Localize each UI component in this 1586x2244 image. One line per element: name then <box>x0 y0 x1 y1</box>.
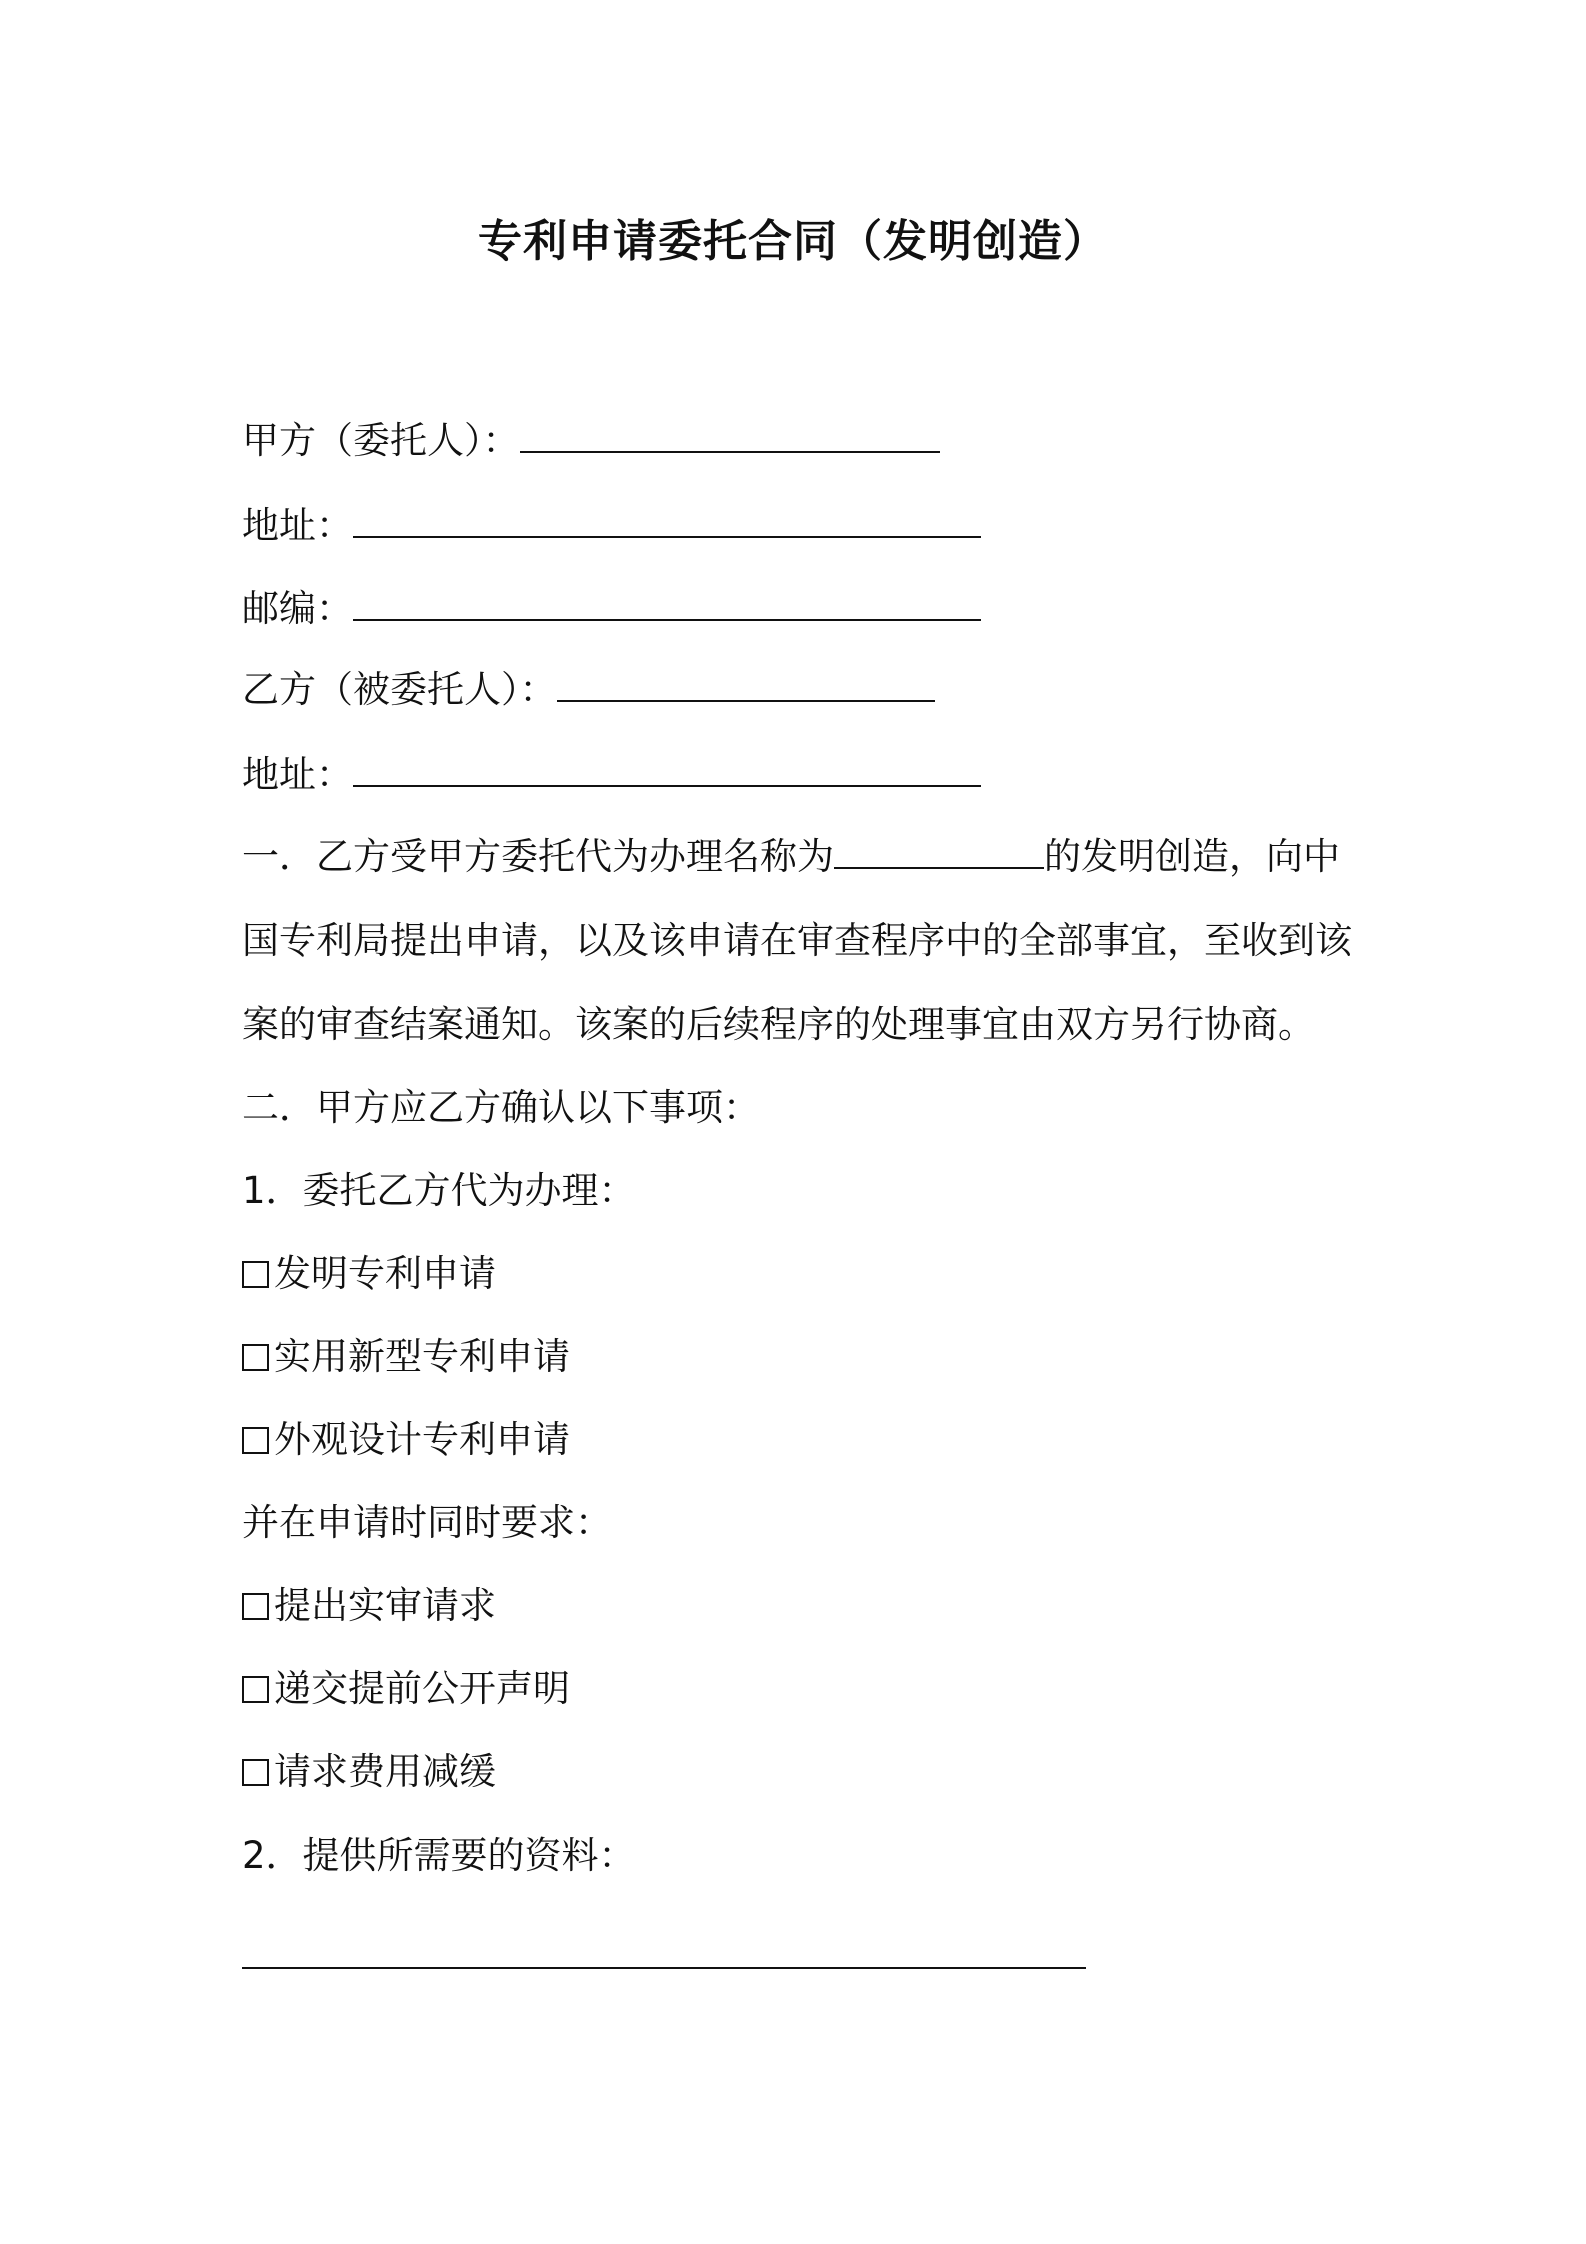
invention-name-blank[interactable] <box>834 831 1044 869</box>
clause-one <box>242 815 1362 1067</box>
request-option-early-publication <box>242 1664 570 1714</box>
request-option-label: 递交提前公开声明 <box>274 1667 570 1710</box>
clause-one-line-2: 国专利局提出申请，以及该申请在审查程序中的全部事宜，至收到该 <box>242 919 1352 962</box>
address-label-b: 地址： <box>242 753 353 796</box>
party-b-blank[interactable] <box>557 664 935 702</box>
address-b-blank[interactable] <box>353 749 981 787</box>
application-option-label: 实用新型专利申请 <box>274 1335 570 1378</box>
checkbox-fee-reduction[interactable] <box>242 1759 269 1786</box>
party-b-label: 乙方（被委托人）： <box>242 668 557 711</box>
party-a-blank[interactable] <box>520 415 940 453</box>
simultaneous-request-label: 并在申请时同时要求： <box>242 1501 612 1544</box>
application-option-label: 发明专利申请 <box>274 1252 496 1295</box>
clause-one-after-blank: 的发明创造，向中 <box>1044 835 1340 878</box>
postcode-row <box>242 583 981 634</box>
address-label: 地址： <box>242 504 353 547</box>
request-option-label: 提出实审请求 <box>274 1584 496 1627</box>
application-option-design <box>242 1415 570 1465</box>
clause-one-before-blank: 一．乙方受甲方委托代为办理名称为 <box>242 835 834 878</box>
item-two-heading: 2．提供所需要的资料： <box>242 1834 636 1877</box>
address-b-row <box>242 749 981 800</box>
request-option-label: 请求费用减缓 <box>274 1750 496 1793</box>
item-one-heading: 1．委托乙方代为办理： <box>242 1169 636 1212</box>
application-option-invention <box>242 1249 496 1299</box>
postcode-blank[interactable] <box>353 583 981 621</box>
page-title: 专利申请委托合同（发明创造） <box>478 216 1108 267</box>
request-option-fee-reduction <box>242 1747 496 1797</box>
postcode-label: 邮编： <box>242 587 353 630</box>
address-a-blank[interactable] <box>353 500 981 538</box>
address-a-row <box>242 500 981 551</box>
checkbox-invention[interactable] <box>242 1261 269 1288</box>
request-option-substantive-examination <box>242 1581 496 1631</box>
checkbox-early-publication[interactable] <box>242 1676 269 1703</box>
checkbox-design[interactable] <box>242 1427 269 1454</box>
party-a-row <box>242 415 940 466</box>
party-a-label: 甲方（委托人）： <box>242 419 520 462</box>
clause-two-heading: 二．甲方应乙方确认以下事项： <box>242 1086 760 1129</box>
clause-one-line-3: 案的审查结案通知。该案的后续程序的处理事宜由双方另行协商。 <box>242 1003 1315 1046</box>
party-b-row <box>242 664 935 715</box>
checkbox-utility-model[interactable] <box>242 1344 269 1371</box>
checkbox-substantive-examination[interactable] <box>242 1593 269 1620</box>
application-option-utility-model <box>242 1332 570 1382</box>
clause-one-line-1 <box>242 815 1362 899</box>
materials-blank-line[interactable] <box>242 1967 1086 1969</box>
application-option-label: 外观设计专利申请 <box>274 1418 570 1461</box>
